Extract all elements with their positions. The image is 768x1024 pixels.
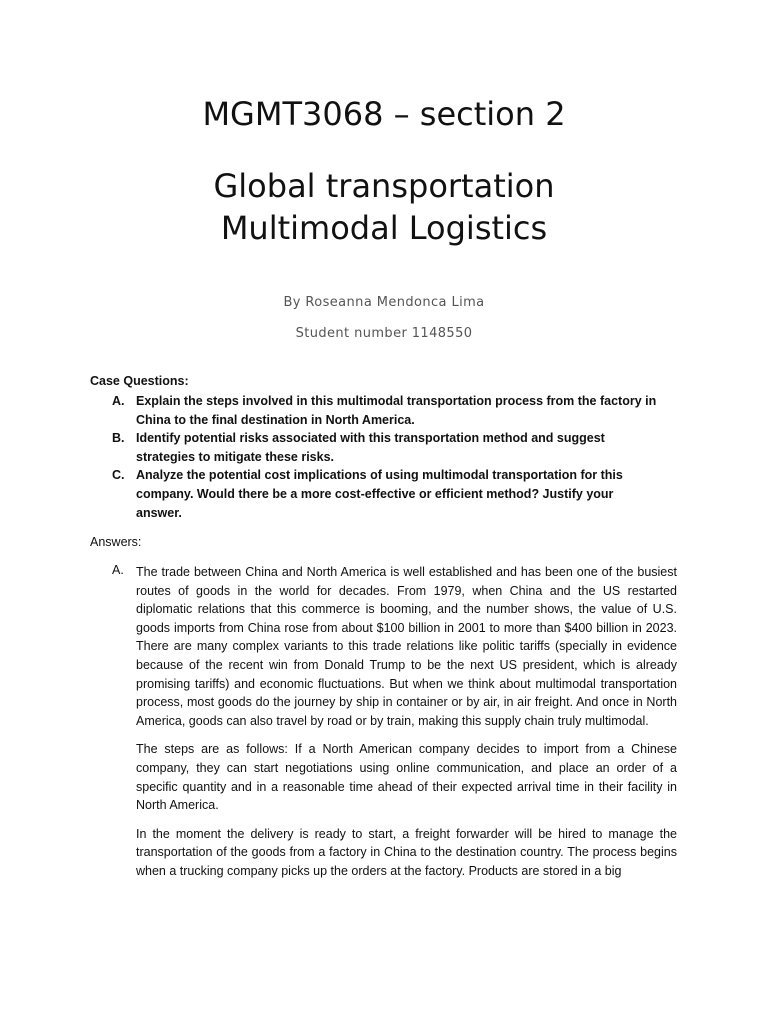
question-item (90, 466, 660, 522)
answer-paragraph: The trade between China and North America is well established and has been one of the busiest routes of goods in the world for decades. From 1979, when China and the US restarted diplomatic relations that this commerce is booming, and the number shows, the value of U.S. goods imports from China rose from about $100 billion in 2001 to more than $400 billion in 2023. There are many complex variants to this trade relations like politic tariffs (specially in evidence because of the recent win from Donald Trump to be the next US president, which is already promising tariffs) and economic fluctuations. But when we think about multimodal transportation process, most goods do the journey by ship in container or by air, in air freight. And once in North America, goods can also travel by road or by train, making this supply chain truly multimodal. (136, 565, 677, 728)
case-questions-list (90, 392, 660, 522)
answers-label: Answers: (90, 535, 142, 549)
question-text: Explain the steps involved in this multimodal transportation process from the factory in China to the final destination in North America. (136, 394, 657, 427)
course-title: MGMT3068 – section 2 (202, 95, 566, 133)
question-item (90, 429, 660, 466)
document-title-line-2: Multimodal Logistics (220, 209, 548, 247)
answer-paragraph: The steps are as follows: If a North American company decides to import from a Chinese company, they can start negotiations using online communication, and place an order of a specific quantity and in a reasonable time ahead of their expected arrival time in their facility in North America. (136, 742, 677, 813)
question-marker: C. (112, 468, 125, 483)
case-questions-heading: Case Questions: (90, 374, 189, 388)
student-number: Student number 1148550 (295, 326, 473, 341)
document-title (0, 165, 768, 249)
question-text: Identify potential risks associated with this transportation method and suggest strategies to mitigate these risks. (136, 431, 605, 464)
author-byline: By Roseanna Mendonca Lima (283, 295, 485, 310)
question-item (90, 392, 660, 429)
answer-marker: A. (112, 563, 124, 577)
answer-paragraph: In the moment the delivery is ready to start, a freight forwarder will be hired to manage the transportation of the goods from a factory in China to the destination country. The process begins when a trucking company picks up the orders at the factory. Products are stored in a big (136, 826, 677, 878)
answer-a (90, 563, 677, 891)
question-marker: B. (112, 431, 125, 446)
document-title-line-1: Global transportation (213, 167, 555, 205)
question-text: Analyze the potential cost implications of using multimodal transportation for this company. Would there be a more cost-effective or efficient method? Justify your answer. (136, 468, 623, 520)
question-marker: A. (112, 394, 125, 408)
